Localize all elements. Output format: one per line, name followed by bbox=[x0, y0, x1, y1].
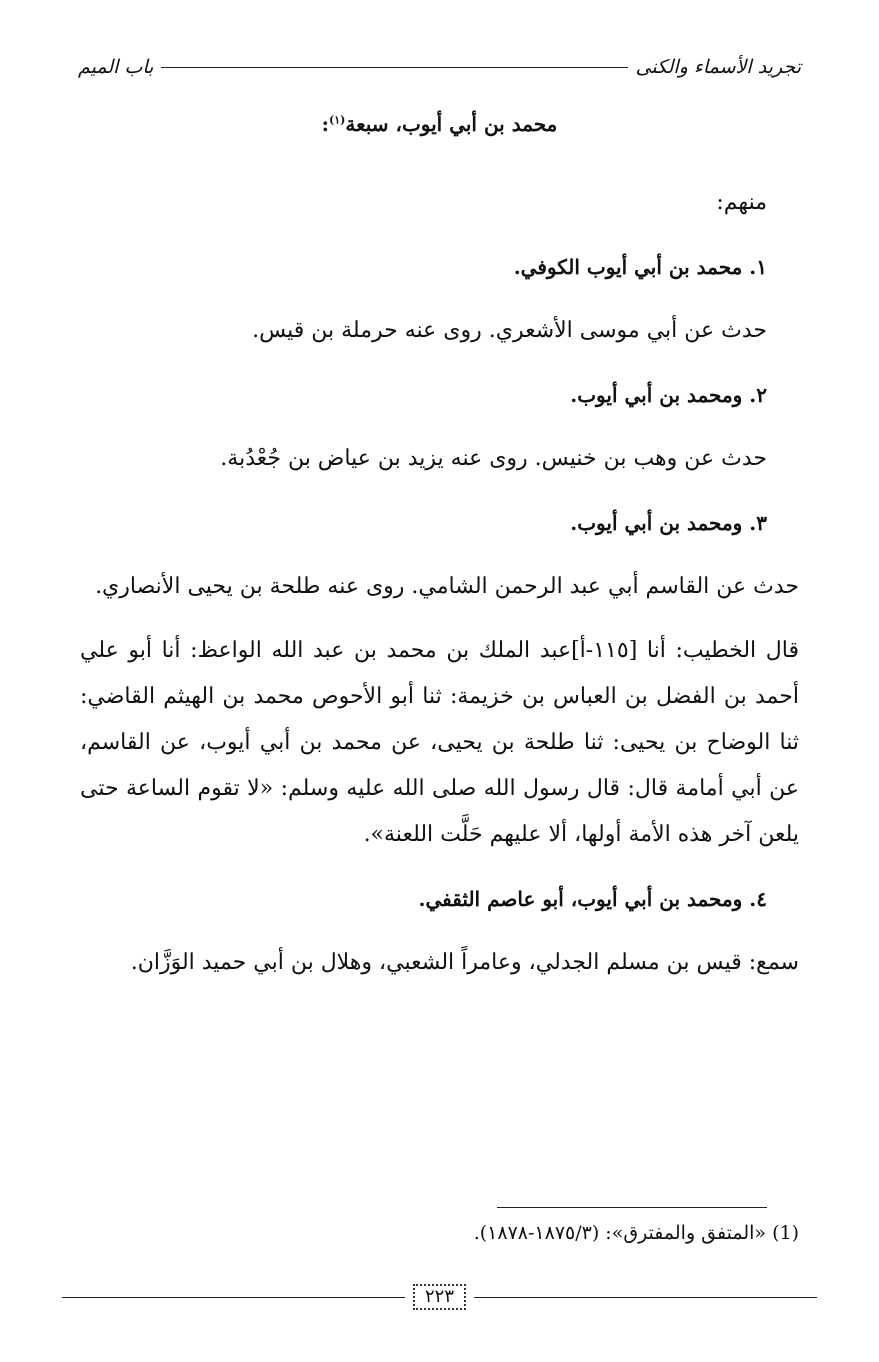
entry-body-3: حدث عن القاسم أبي عبد الرحمن الشامي. روى عنه طلحة بن يحيى الأنصاري. bbox=[95, 574, 799, 599]
entry-heading-3: ٣. ومحمد بن أبي أيوب. bbox=[570, 511, 767, 535]
entry-heading-2: ٢. ومحمد بن أبي أيوب. bbox=[570, 383, 767, 407]
narration-paragraph: قال الخطيب: أنا [١١٥-أ]عبد الملك بن محمد بن عبد الله الواعظ: أنا أبو علي أحمد بن الفضل بن العباس بن خزيمة: ثنا أبو الأحوص محمد بن الهيثم القاضي: ثنا الوضاح بن يحيى: ثنا طلحة بن يحيى، عن محمد بن أبي أيوب، عن القاسم، عن أبي أمامة قال: قال رسول الله صلى الله عليه وسلم: «لا تقوم الساعة حتى يلعن آخر هذه الأمة أولها، ألا عليهم حَلَّت اللعنة». bbox=[80, 638, 799, 847]
footnote-rule bbox=[497, 1207, 767, 1208]
page-footer bbox=[62, 1282, 817, 1312]
entry-body-4: سمع: قيس بن مسلم الجدلي، وعامراً الشعبي، وهلال بن أبي حميد الوَزَّان. bbox=[130, 950, 799, 975]
section-title-text: محمد بن أبي أيوب، سبعة bbox=[345, 112, 558, 136]
header-rule bbox=[161, 67, 627, 68]
main-text bbox=[80, 180, 799, 1004]
entry-heading-4: ٤. ومحمد بن أبي أيوب، أبو عاصم الثقفي. bbox=[418, 887, 767, 911]
footer-rule-right bbox=[474, 1297, 817, 1298]
intro-text: منهم: bbox=[716, 190, 767, 215]
book-title: تجريد الأسماء والكنى bbox=[635, 56, 801, 78]
footnote: (1) «المتفق والمفترق»: (١٨٧٥/٣-١٨٧٨). bbox=[473, 1222, 799, 1244]
entry-body-1: حدث عن أبي موسى الأشعري. روى عنه حرملة بن قيس. bbox=[252, 318, 767, 343]
entry-heading-1: ١. محمد بن أبي أيوب الكوفي. bbox=[513, 255, 767, 279]
chapter-name: باب الميم bbox=[78, 56, 154, 78]
section-title bbox=[0, 112, 879, 136]
running-header bbox=[78, 50, 801, 84]
entry-body-2: حدث عن وهب بن خنيس. روى عنه يزيد بن عياض بن جُعْدُبة. bbox=[220, 446, 767, 471]
page-number: ٢٢٣ bbox=[413, 1284, 466, 1310]
footnote-marker[interactable]: (١) bbox=[329, 113, 346, 127]
footer-rule-left bbox=[62, 1297, 405, 1298]
section-title-suffix: : bbox=[321, 112, 329, 136]
